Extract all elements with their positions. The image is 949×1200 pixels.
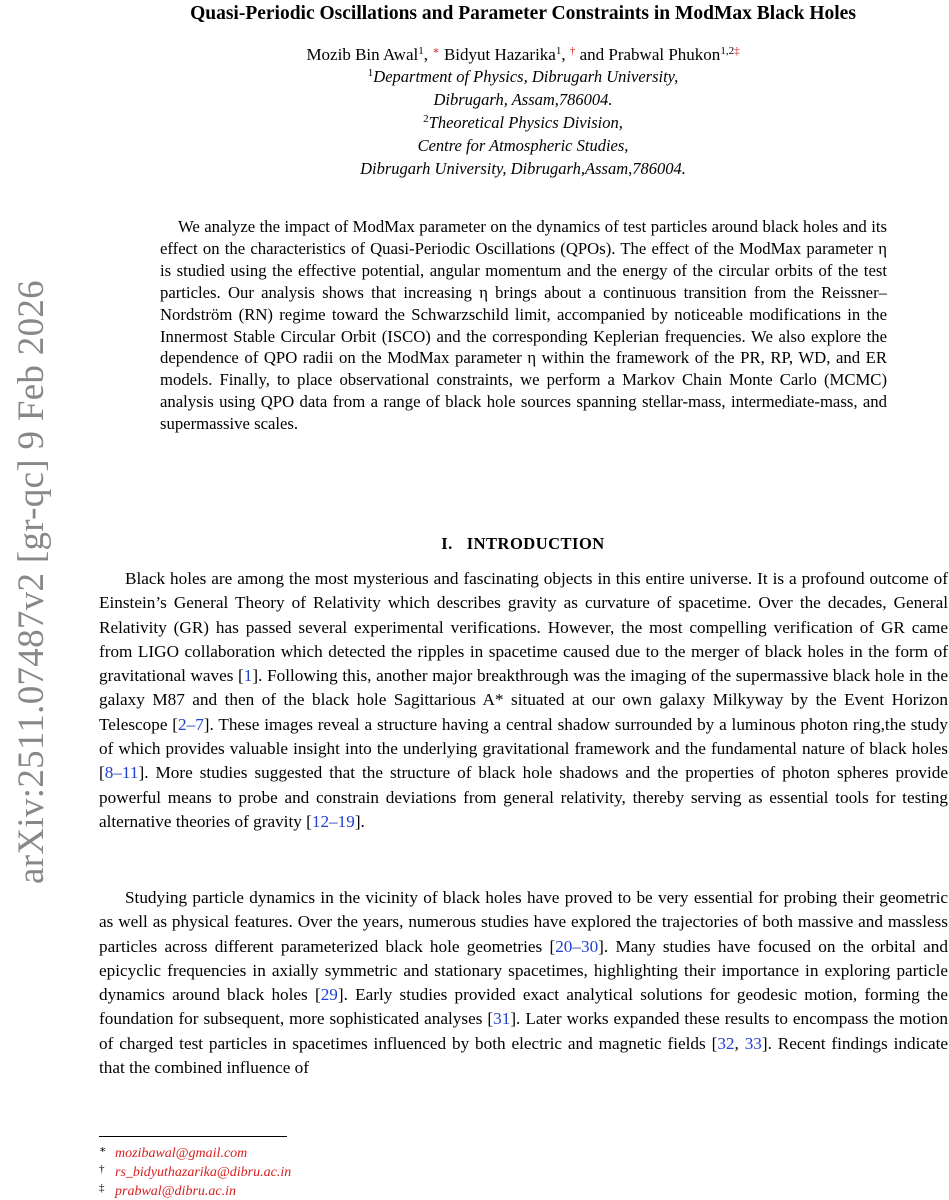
citation-link[interactable]: 29 (320, 985, 338, 1005)
introduction-paragraph-1: Black holes are among the most mysterious and fascinating objects in this entire universe. It is a profound outcome of Einstein’s General Theory of Relativity which describes gravity as curvature of spacetime. Over the decades, General Relativity (GR) has passed several experimental verifications. However, the most compelling verification of GR came from LIGO collaboration which detected the ripples in spacetime caused due to the merger of black holes in the form of gravitational waves [1]. Following this, another major breakthrough was the imaging of the supermassive black hole in the galaxy M87 and then of the black hole Sagittarious A* situated at our own galaxy Milkyway by the Event Horizon Telescope [2–7]. These images reveal a structure having a central shadow surrounded by a luminous photon ring,the study of which provides valuable insight into the underlying gravitational framework and the fundamental nature of black holes [8–11]. More studies suggested that the structure of black hole shadows and the properties of photon spheres provide powerful means to probe and constrain deviations from general relativity, thereby serving as essential tools for testing alternative theories of gravity [12–19]. (99, 569, 948, 831)
footnote-3: ‡ prabwal@dibru.ac.in (99, 1182, 236, 1199)
citation-link[interactable]: 1 (243, 666, 253, 686)
author-footnote-link[interactable]: ∗ (432, 45, 440, 57)
arxiv-identifier: arXiv:2511.07487v2 [gr-qc] 9 Feb 2026 (11, 280, 52, 884)
author-footnote-link[interactable]: † (569, 45, 576, 57)
citation-link[interactable]: 20–30 (555, 936, 599, 956)
introduction-paragraph-2: Studying particle dynamics in the vicinity of black holes have proved to be very essential for probing their geometric as well as physical features. Over the years, numerous studies have explored the trajectories of both massive and massless particles across different parameterized black hole geometries [20–30]. Many studies have focused on the orbital and epicyclic frequencies in axially symmetric and stationary spacetimes, highlighting their importance in exploring particle dynamics around black holes [29]. Early studies provided exact analytical solutions for geodesic motion, forming the foundation for subsequent, more sophisticated analyses [31]. Later works expanded these results to encompass the motion of charged test particles in spacetimes influenced by both electric and magnetic fields [32, 33]. Recent findings indicate that the combined influence of (99, 888, 949, 1078)
citation-link[interactable]: 33 (744, 1033, 762, 1053)
author-footnote-link[interactable]: ‡ (734, 45, 740, 57)
affiliation-2-line-2: Centre for Atmospheric Studies, (417, 136, 629, 155)
email-link[interactable]: rs_bidyuthazarika@dibru.ac.in (115, 1165, 292, 1180)
affiliation-2-line-3: Dibrugarh University, Dibrugarh,Assam,786004. (360, 159, 686, 178)
affiliation-1-line-1: $^1$Department of Physics, Dibrugarh University, (367, 67, 679, 86)
email-link[interactable]: mozibawal@gmail.com (115, 1146, 248, 1161)
citation-link[interactable]: 12–19 (311, 811, 355, 831)
author-affiliation-number: 1 (418, 45, 424, 57)
author-name: Bidyut Hazarika (443, 45, 556, 64)
footnote-1: ∗ mozibawal@gmail.com (99, 1144, 248, 1161)
author-affiliation-number: 1 (555, 45, 562, 57)
author-affiliation-number: 1,2 (720, 45, 735, 57)
email-link[interactable]: prabwal@dibru.ac.in (115, 1184, 236, 1199)
author-name: Mozib Bin Awal (306, 45, 419, 64)
citation-link[interactable]: 32 (717, 1033, 735, 1053)
author-list: Mozib Bin Awal$^1$, ∗ Bidyut Hazarika$^1$, † and Prabwal Phukon$^{1,2\ddagger}$ (306, 45, 740, 64)
paper-title: Quasi-Periodic Oscillations and Parameter Constraints in ModMax Black Holes (190, 3, 856, 24)
affiliation-2-line-1: $^2$Theoretical Physics Division, (423, 113, 623, 132)
citation-link[interactable]: 8–11 (104, 763, 139, 783)
citation-link[interactable]: 31 (493, 1009, 511, 1029)
abstract: We analyze the impact of ModMax parameter on the dynamics of test particles around black holes and its effect on the characteristics of Quasi-Periodic Oscillations (QPOs). The effect of the ModMax parameter η is studied using the effective potential, angular momentum and the energy of the circular orbits of the test particles. Our analysis shows that increasing η brings about a continuous transition from the Reissner–Nordström (RN) regime toward the Schwarzschild limit, accompanied by noticeable modifications in the Innermost Stable Circular Orbit (ISCO) and the corresponding Keplerian frequencies. We also explore the dependence of QPO radii on the ModMax parameter η within the framework of the PR, RP, WD, and ER models. Finally, to place observational constraints, we perform a Markov Chain Monte Carlo (MCMC) analysis using QPO data from a range of black hole sources spanning stellar-mass, intermediate-mass, and supermassive scales. (160, 217, 887, 434)
citation-link[interactable]: 2–7 (178, 714, 204, 734)
footnote-divider (99, 1136, 287, 1137)
author-name: Prabwal Phukon (608, 45, 721, 64)
footnote-2: † rs_bidyuthazarika@dibru.ac.in (99, 1163, 292, 1180)
section-heading-introduction: I. INTRODUCTION (441, 534, 605, 553)
affiliation-1-line-2: Dibrugarh, Assam,786004. (433, 90, 613, 109)
